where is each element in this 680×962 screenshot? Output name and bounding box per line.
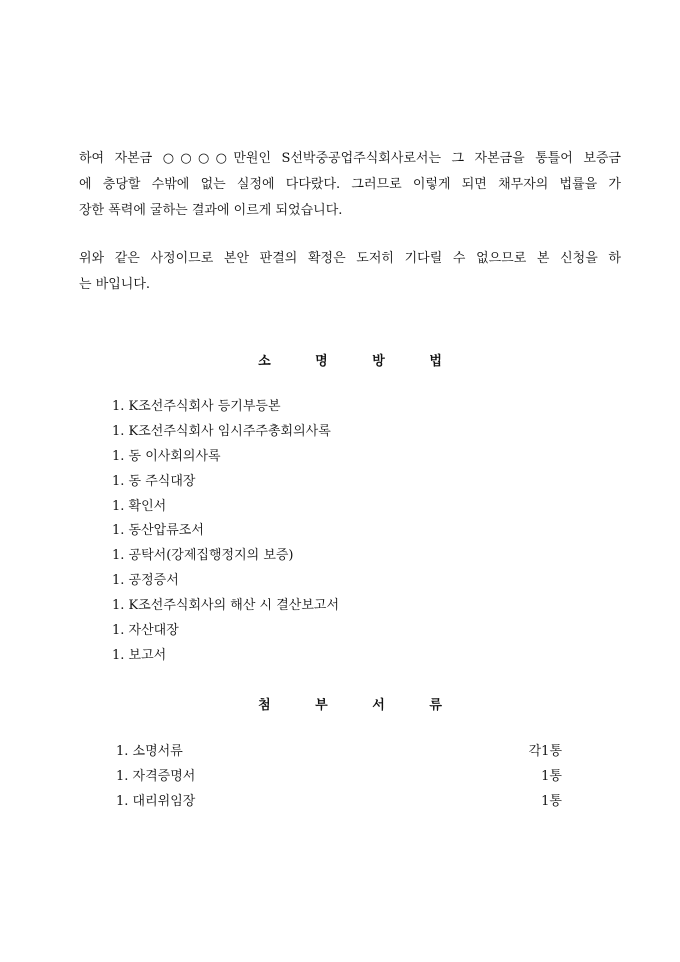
- attachment-item: [116, 789, 562, 814]
- attachment-count: 각1통: [528, 744, 562, 759]
- evidence-item: 1. 공정증서: [112, 573, 179, 589]
- attachment-count: 1통: [541, 769, 562, 784]
- paragraph-line: 에 충당할 수밖에 없는 실정에 다다랐다. 그러므로 이렇게 되면 채무자의 법률을 가: [79, 177, 621, 192]
- evidence-item: 1. K조선주식회사 임시주주총회의사록: [112, 423, 331, 439]
- evidence-item: 1. K조선주식회사의 해산 시 결산보고서: [112, 598, 340, 614]
- evidence-item: 1. 공탁서(강제집행정지의 보증): [112, 548, 294, 564]
- attachments-list: [116, 739, 562, 814]
- attachment-item: [116, 739, 562, 764]
- attachment-label: 1. 대리위임장: [116, 794, 196, 809]
- evidence-heading: 소 명 방 법: [258, 354, 462, 369]
- evidence-item: 1. 동 주식대장: [112, 473, 196, 489]
- attachment-label: 1. 자격증명서: [116, 769, 196, 784]
- attachment-item: [116, 764, 562, 789]
- paragraph-line: 장한 폭력에 굴하는 결과에 이르게 되었습니다.: [79, 203, 343, 218]
- evidence-item: 1. 자산대장: [112, 623, 179, 639]
- evidence-list: [112, 395, 339, 669]
- evidence-item: 1. 동 이사회의사록: [112, 448, 221, 464]
- evidence-item: 1. 동산압류조서: [112, 523, 204, 539]
- paragraph-line: 는 바입니다.: [79, 277, 151, 292]
- evidence-item: 1. 확인서: [112, 498, 167, 514]
- paragraph-line: 위와 같은 사정이므로 본안 판결의 확정은 도저히 기다릴 수 없으므로 본 신청을 하: [79, 251, 621, 266]
- paragraph-1: [79, 146, 621, 224]
- attachments-heading: 첨 부 서 류: [258, 698, 462, 713]
- evidence-item: 1. K조선주식회사 등기부등본: [112, 399, 281, 414]
- paragraph-line: 하여 자본금 ○○○○만원인 S선박중공업주식회사로서는 그 자본금을 통틀어 보증금: [79, 151, 621, 166]
- evidence-item: 1. 보고서: [112, 647, 167, 663]
- attachment-count: 1통: [541, 794, 562, 809]
- paragraph-2: [79, 246, 621, 298]
- attachment-label: 1. 소명서류: [116, 744, 183, 759]
